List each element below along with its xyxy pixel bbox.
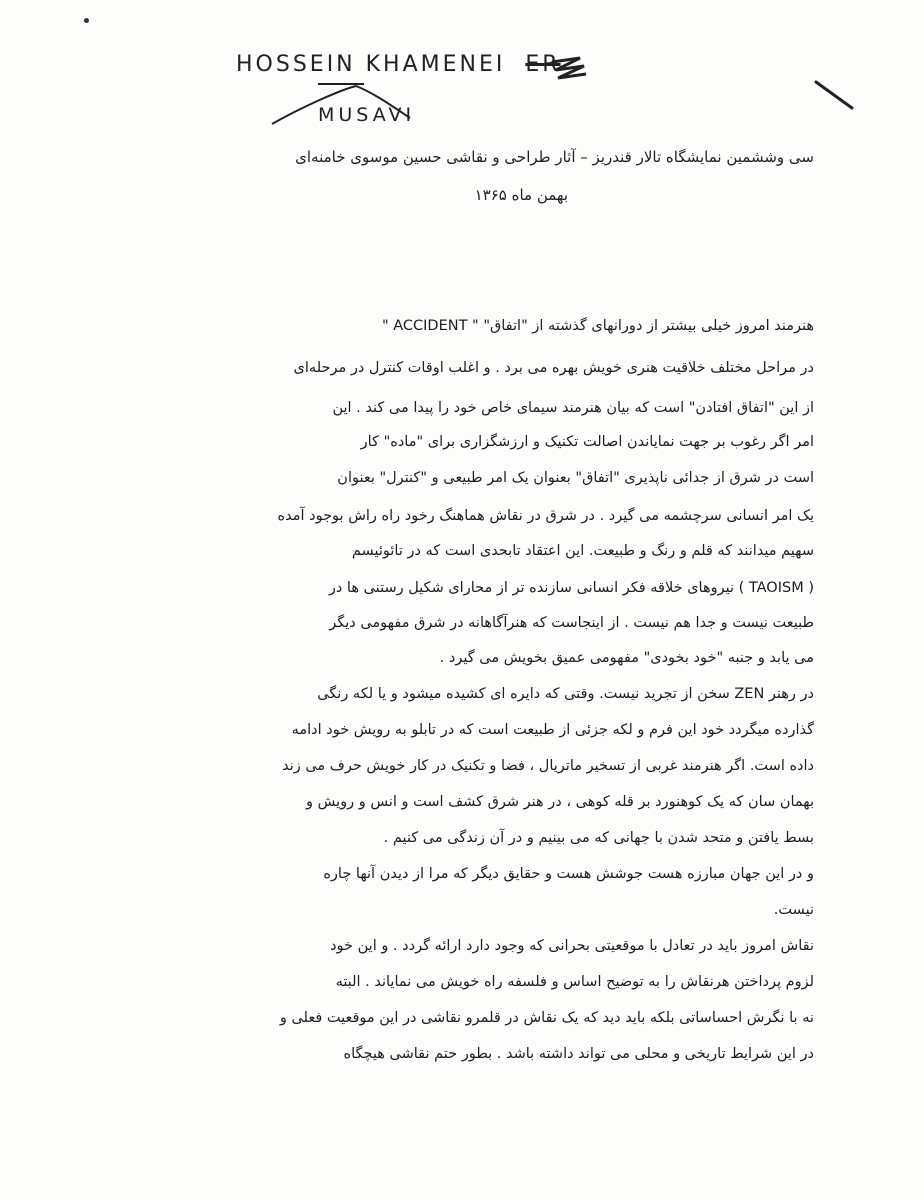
- body-line: می یابد و جنبه "خود بخودی" مفهومی عمیق بخویش می گیرد .: [439, 650, 814, 666]
- body-line: بهمان سان که یک کوهنورد بر قله کوهی ، در هنر شرق کشف است و انس و رویش و: [306, 794, 814, 810]
- body-line: گذارده میگردد خود این فرم و لکه جزئی از طبیعت است که در تابلو به رویش خود ادامه: [291, 722, 814, 738]
- exhibition-title: سی وششمین نمایشگاه تالار قندریز – آثار طراحی و نقاشی حسین موسوی خامنه‌ای: [295, 148, 814, 166]
- paper-speck: [84, 18, 89, 23]
- body-line: در این شرایط تاریخی و محلی می تواند داشته باشد . بطور حتم نقاشی هیچگاه: [343, 1046, 814, 1062]
- body-line: از این "اتفاق افتادن" است که بیان هنرمند سیمای خاص خود را پیدا می کند . این: [332, 400, 814, 416]
- body-line: در رهنر ZEN سخن از تجرید نیست. وقتی که دایره ای کشیده میشود و یا لکه رنگی: [317, 686, 814, 702]
- body-line: در مراحل مختلف خلاقیت هنری خویش بهره می برد . و اغلب اوقات کنترل در مرحله‌ای: [293, 360, 814, 376]
- body-line: است در شرق از جدائی ناپذیری "اتفاق" بعنوان یک امر طبیعی و "کنترل" بعنوان: [337, 470, 814, 486]
- body-line: نه با نگرش احساساتی بلکه باید دید که یک نقاش در قلمرو نقاشی در این موقعیت فعلی و: [279, 1010, 814, 1026]
- body-line: یک امر انسانی سرچشمه می گیرد . در شرق در نقاش هماهنگ رخود راه راش بوجود آمده: [277, 508, 814, 524]
- handwritten-surname-insert: MUSAVI: [318, 104, 416, 126]
- body-line: سهیم میدانند که قلم و رنگ و طبیعت. این اعتقاد تابحدی است که در تائوئیسم: [351, 543, 814, 559]
- body-line: داده است. اگر هنرمند غربی از تسخیر ماتریال ، فضا و تکنیک در کار خویش حرف می زند: [282, 758, 814, 774]
- stray-pen-stroke: [816, 82, 852, 108]
- body-line: لزوم پرداختن هرنقاش را به توضیح اساس و فلسفه راه خویش می نمایاند . البته: [335, 974, 814, 990]
- body-line: امر اگر رغوب بر جهت نمایاندن اصالت تکنیک و ارزشگزاری برای "ماده" کار: [360, 434, 814, 450]
- body-line: بسط یافتن و متحد شدن با جهانی که می بینیم و در آن زندگی می کنیم .: [383, 830, 814, 846]
- body-line: هنرمند امروز خیلی بیشتر از دورانهای گذشته از "اتفاق" " ACCIDENT ": [381, 318, 814, 334]
- handwritten-artist-name: HOSSEIN KHAMENEI ER: [236, 52, 561, 77]
- crossed-out-letters: ER: [525, 52, 561, 77]
- body-line: نیست.: [773, 902, 814, 918]
- body-line: طبیعت نیست و جدا هم نیست . از اینجاست که هنرآگاهانه در شرق مفهومی دیگر: [329, 615, 814, 631]
- body-line: و در این جهان مبارزه هست جوشش هست و حقایق دیگر که مرا از دیدن آنها چاره: [323, 866, 814, 882]
- body-line: نقاش امروز باید در تعادل با موقعیتی بحرانی که وجود دارد ارائه گردد . و این خود: [330, 938, 814, 954]
- exhibition-date: بهمن ماه ۱۳۶۵: [474, 186, 568, 204]
- body-line: ( TAOISM ) نیروهای خلاقه فکر انسانی سازنده تر از محارای شکیل رستنی ها در: [328, 580, 814, 596]
